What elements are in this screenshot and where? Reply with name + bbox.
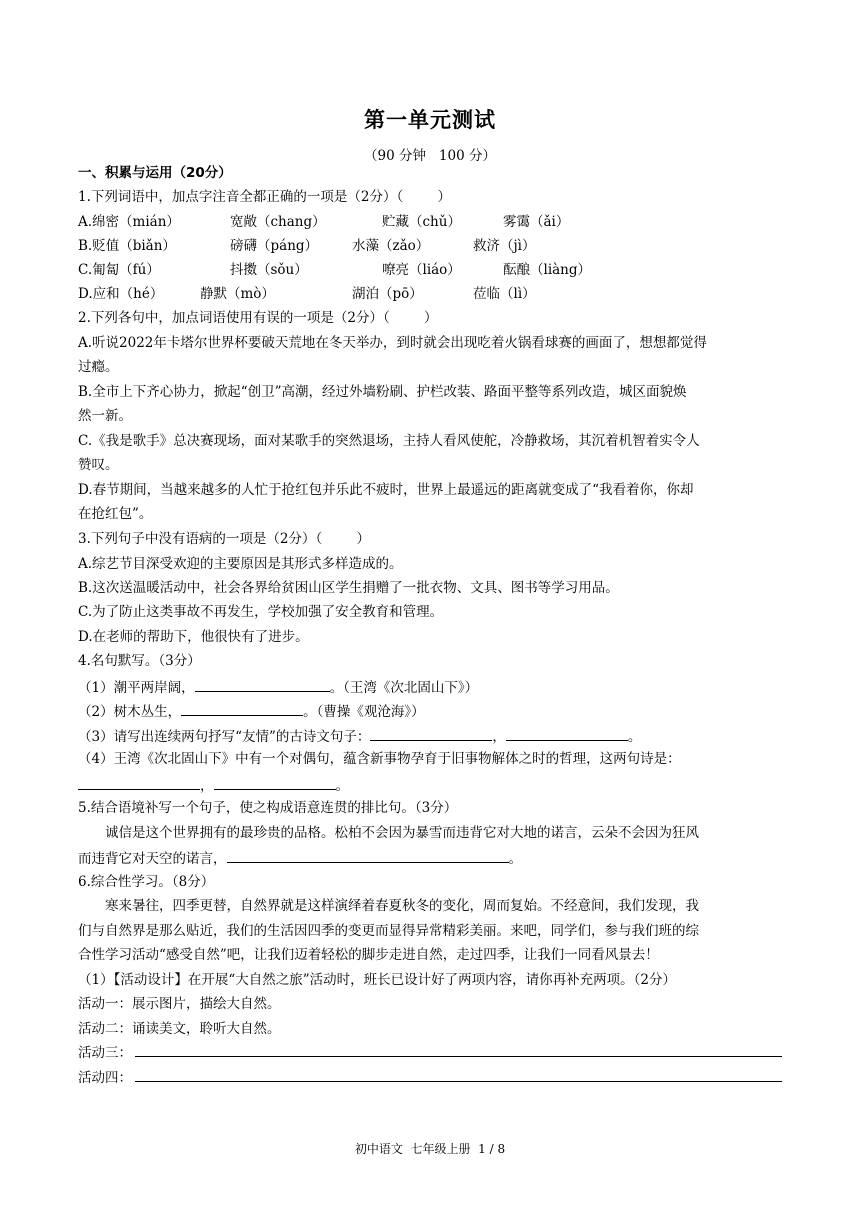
q1-option-b-1: B.贬值（biǎn）	[78, 238, 176, 254]
q1-option-a-1: A.绵密（mián）	[78, 214, 180, 230]
q1-option-d-3: 湖泊（pō）	[352, 286, 423, 302]
q4-item-2-text: （2）树木丛生，	[78, 704, 182, 720]
q1-option-a-2: 宽敞（chang）	[230, 214, 326, 230]
question-6-stem: 6.综合性学习。（8分）	[78, 874, 215, 890]
q1-option-c-4: 酝酿（liàng）	[503, 262, 592, 278]
q5-passage-line1: 诚信是这个世界拥有的最珍贵的品格。松柏不会因为暴雪而违背它对大地的诺言，云朵不会因为狂风	[105, 825, 699, 841]
q3-option-c: C.为了防止这类事故不再发生，学校加强了安全教育和管理。	[78, 604, 444, 620]
q4-item-1-source: 。（王湾《次北固山下》）	[329, 680, 479, 696]
question-2-stem: 2.下列各句中，加点词语使用有误的一项是（2分）（ ）	[78, 310, 438, 326]
q4-item-4: （4）王湾《次北固山下》中有一个对偶句，蕴含新事物孕育于旧事物解体之时的哲理，这两句诗是：	[78, 751, 681, 767]
q6-activity-3-answer-line[interactable]	[135, 1056, 782, 1057]
q1-option-a-4: 雾霭（ǎi）	[503, 214, 570, 230]
q6-passage-line1: 寒来暑往，四季更替，自然界就是这样演绎着春夏秋冬的变化，周而复始。不经意间，我们发现，我	[105, 898, 699, 914]
q2-option-c-line1: C.《我是歌手》总决赛现场，面对某歌手的突然退场，主持人看风使舵，冷静救场，其沉着机智着实令人	[78, 433, 700, 449]
q1-option-b-4: 救济（jì）	[473, 238, 536, 254]
q4-item-4-comma: ，	[200, 778, 214, 794]
q3-option-a: A.综艺节目深受欢迎的主要原因是其形式多样造成的。	[78, 556, 403, 572]
answer-blank[interactable]	[78, 775, 200, 790]
q2-option-d-line1: D.春节期间，当越来越多的人忙于抢红包并乐此不疲时，世界上最遥远的距离就变成了“我看着你，你却	[78, 482, 694, 498]
q6-subquestion-1: （1）【活动设计】在开展“大自然之旅”活动时，班长已设计好了两项内容，请你再补充两项。（2分）	[78, 972, 676, 988]
question-4-stem: 4.名句默写。（3分）	[78, 653, 201, 669]
q2-option-d-line2: 在抢红包”。	[78, 506, 153, 522]
q4-item-1-text: （1）潮平两岸阔，	[78, 680, 195, 696]
q6-passage-line3: 合性学习活动“感受自然”吧，让我们迈着轻松的脚步走进自然，走过四季，让我们一同看风景去！	[78, 947, 659, 963]
page-title: 第一单元测试	[364, 108, 496, 132]
q4-item-3-period: 。	[627, 729, 642, 745]
q4-item-1	[78, 677, 478, 697]
q4-item-3-comma: ，	[492, 729, 506, 745]
question-5-stem: 5.结合语境补写一个句子，使之构成语意连贯的排比句。（3分）	[78, 800, 458, 816]
q4-item-2	[78, 701, 425, 721]
q4-item-3	[78, 726, 641, 746]
page-footer: 初中语文 七年级上册 1 / 8	[354, 1142, 506, 1156]
question-1-stem: 1.下列词语中，加点字注音全都正确的一项是（2分）（ ）	[78, 189, 452, 205]
q4-item-4-period: 。	[335, 778, 349, 794]
answer-blank[interactable]	[506, 726, 628, 741]
question-3-stem: 3.下列句子中没有语病的一项是（2分）（ ）	[78, 531, 371, 547]
q4-item-3-text: （3）请写出连续两句抒写“友情”的古诗文句子：	[78, 729, 371, 745]
section-heading: 一、积累与运用（20分）	[78, 165, 232, 181]
q6-activity-2: 活动二：诵读美文，聆听大自然。	[78, 1021, 281, 1037]
q1-option-d-1: D.应和（hé）	[78, 286, 164, 302]
q3-option-d: D.在老师的帮助下，他很快有了进步。	[78, 629, 309, 645]
answer-blank[interactable]	[195, 677, 330, 692]
q1-option-d-4: 莅临（lì）	[473, 286, 536, 302]
answer-blank[interactable]	[227, 848, 509, 863]
q2-option-a-line2: 过瘾。	[78, 359, 119, 375]
q1-option-c-3: 嘹亮（liáo）	[382, 262, 461, 278]
q4-item-4-answer	[78, 775, 349, 795]
answer-blank[interactable]	[370, 726, 492, 741]
q5-passage-line2	[78, 848, 522, 868]
q2-option-c-line2: 赞叹。	[78, 457, 119, 473]
q2-option-b-line1: B.全市上下齐心协力，掀起“创卫”高潮，经过外墙粉刷、护栏改装、路面平整等系列改造，城区面貌焕	[78, 384, 687, 400]
q1-option-d-2: 静默（mò）	[200, 286, 275, 302]
q1-option-a-3: 贮藏（chǔ）	[382, 214, 461, 230]
q3-option-b: B.这次送温暖活动中，社会各界给贫困山区学生捐赠了一批衣物、文具、图书等学习用品。	[78, 580, 619, 596]
q6-activity-4-answer-line[interactable]	[135, 1081, 782, 1082]
q6-activity-1: 活动一：展示图片，描绘大自然。	[78, 996, 281, 1012]
answer-blank[interactable]	[214, 775, 336, 790]
answer-blank[interactable]	[181, 701, 303, 716]
q4-item-2-source: 。（曹操《观沧海》）	[303, 704, 425, 720]
q1-option-c-2: 抖擞（sǒu）	[230, 262, 308, 278]
q2-option-b-line2: 然一新。	[78, 408, 132, 424]
q1-option-b-2: 磅礴（páng）	[230, 238, 319, 254]
exam-duration-score: （90 分钟 100 分）	[364, 148, 496, 164]
q5-period: 。	[508, 851, 522, 867]
q1-option-c-1: C.匍匐（fú）	[78, 262, 160, 278]
q6-passage-line2: 们与自然界是那么贴近，我们的生活因四季的变更而显得异常精彩美丽。来吧，同学们，参与我们班的综	[78, 923, 699, 939]
q2-option-a-line1: A.听说2022年卡塔尔世界杯要破天荒地在冬天举办，到时就会出现吃着火锅看球赛的画面了，想想都觉得	[78, 335, 707, 351]
q6-activity-4-label: 活动四：	[78, 1070, 132, 1086]
q6-activity-3-label: 活动三：	[78, 1045, 132, 1061]
q5-passage-text: 而违背它对天空的诺言，	[78, 851, 227, 867]
q1-option-b-3: 水藻（zǎo）	[352, 238, 430, 254]
